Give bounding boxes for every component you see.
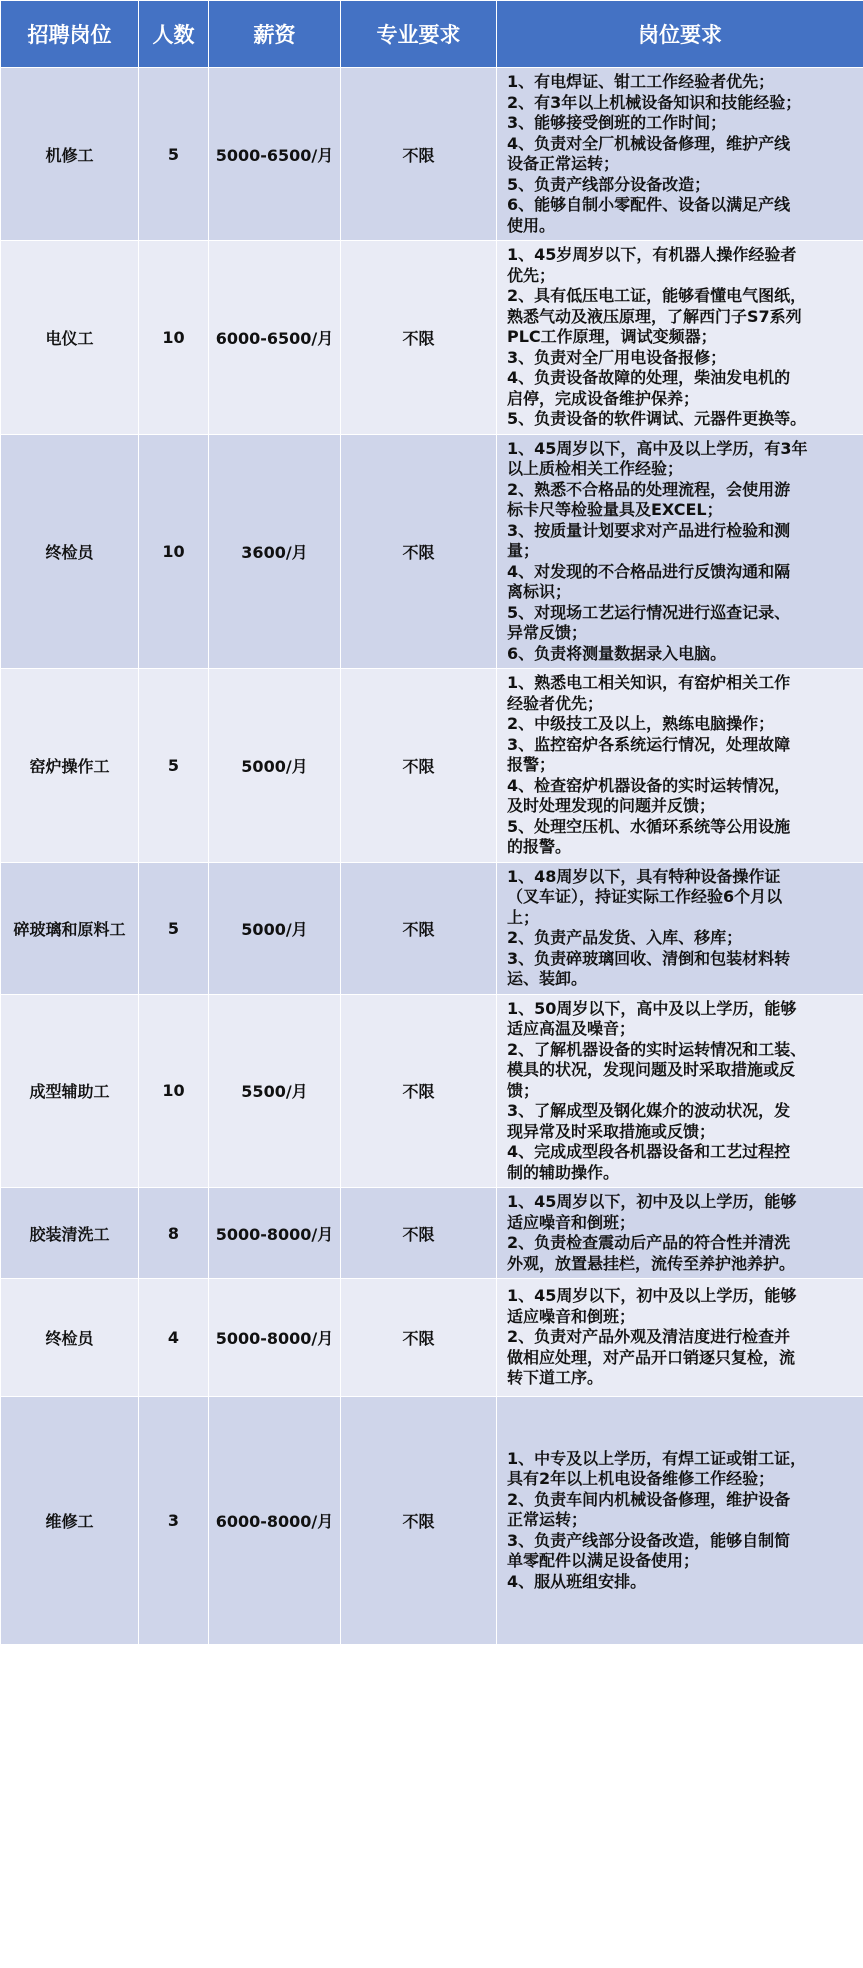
headcount-cell: 5 [139, 669, 209, 863]
major-cell: 不限 [341, 1397, 497, 1645]
salary-cell: 5000/月 [209, 669, 341, 863]
requirement-line: 3、负责碎玻璃回收、清倒和包装材料转 [507, 948, 791, 968]
header-position: 招聘岗位 [1, 1, 139, 68]
requirement-line: 5、负责产线部分设备改造； [507, 174, 711, 194]
salary-cell: 5500/月 [209, 994, 341, 1188]
job-title-cell: 胶装清洗工 [1, 1188, 139, 1279]
requirement-line: 现异常及时采取措施或反馈； [507, 1121, 716, 1141]
requirement-line: 1、45岁周岁以下，有机器人操作经验者 [507, 245, 797, 264]
table-row [1, 68, 863, 241]
requirements-cell [497, 434, 863, 669]
requirement-line: 2、负责对产品外观及清洁度进行检查并 [507, 1327, 791, 1347]
requirement-line: 2、中级技工及以上，熟练电脑操作； [507, 714, 775, 733]
requirement-line: 2、具有低压电工证，能够看懂电气图纸， [507, 286, 807, 305]
major-cell: 不限 [341, 862, 497, 994]
requirement-line: 启停，完成设备维护保养； [507, 388, 700, 408]
headcount-cell: 5 [139, 68, 209, 241]
requirement-line: 馈； [507, 1080, 540, 1100]
requirement-line: 5、负责设备的软件调试、元器件更换等。 [507, 409, 807, 428]
requirement-line: 标卡尺等检验量具及EXCEL； [507, 500, 723, 519]
table-row [1, 241, 863, 435]
requirement-line: 制的辅助操作。 [507, 1162, 620, 1182]
table-row [1, 862, 863, 994]
requirement-line: 4、负责设备故障的处理，柴油发电机的 [507, 368, 791, 387]
requirement-line: 4、检查窑炉机器设备的实时运转情况， [507, 775, 791, 795]
requirement-line: 以上质检相关工作经验； [507, 459, 684, 478]
requirement-line: 1、50周岁以下，高中及以上学历，能够 [507, 998, 797, 1018]
requirement-line: 运、装卸。 [507, 969, 588, 988]
headcount-cell: 10 [139, 241, 209, 435]
requirements-cell [497, 862, 863, 994]
table-row [1, 1188, 863, 1279]
requirement-line: 做相应处理，对产品开口销逐只复检，流 [507, 1347, 796, 1367]
requirement-line: 经验者优先； [507, 693, 604, 713]
header-count: 人数 [139, 1, 209, 68]
major-cell: 不限 [341, 241, 497, 435]
requirement-line: 2、负责产品发货、入库、移库； [507, 928, 743, 947]
table-row [1, 1397, 863, 1645]
headcount-cell: 10 [139, 994, 209, 1188]
table-row [1, 669, 863, 863]
requirement-line: 报警； [507, 755, 556, 774]
requirement-line: 1、48周岁以下，具有特种设备操作证 [507, 866, 781, 886]
job-title-cell: 终检员 [1, 434, 139, 669]
requirement-line: 异常反馈； [507, 623, 588, 642]
requirement-line: 2、负责车间内机械设备修理，维护设备 [507, 1489, 791, 1509]
salary-cell: 5000/月 [209, 862, 341, 994]
requirements-cell [497, 994, 863, 1188]
requirement-line: 6、能够自制小零配件、设备以满足产线 [507, 195, 791, 214]
requirement-line: 离标识； [507, 582, 572, 601]
salary-cell: 5000-8000/月 [209, 1188, 341, 1279]
requirement-line: 及时处理发现的问题并反馈； [507, 796, 716, 815]
major-cell: 不限 [341, 68, 497, 241]
requirement-line: 1、有电焊证、钳工工作经验者优先； [507, 72, 775, 91]
job-title-cell: 机修工 [1, 68, 139, 241]
major-cell: 不限 [341, 434, 497, 669]
requirement-line: 正常运转； [507, 1510, 588, 1530]
requirements-cell [497, 1279, 863, 1397]
table-body [1, 68, 863, 1645]
requirement-line: 量； [507, 541, 540, 560]
requirement-line: 2、有3年以上机械设备知识和技能经验； [507, 92, 802, 112]
requirement-line: 优先； [507, 265, 556, 285]
requirement-line: 适应噪音和倒班； [507, 1306, 636, 1326]
major-cell: 不限 [341, 1279, 497, 1397]
requirement-line: 3、负责产线部分设备改造，能够自制简 [507, 1530, 791, 1550]
requirement-line: PLC工作原理，调试变频器； [507, 327, 717, 346]
salary-cell: 5000-6500/月 [209, 68, 341, 241]
requirement-line: 适应噪音和倒班； [507, 1212, 636, 1232]
salary-cell: 6000-8000/月 [209, 1397, 341, 1645]
requirement-line: 3、监控窑炉各系统运行情况，处理故障 [507, 734, 791, 754]
headcount-cell: 3 [139, 1397, 209, 1645]
job-title-cell: 碎玻璃和原料工 [1, 862, 139, 994]
requirement-line: 4、负责对全厂机械设备修理，维护产线 [507, 133, 791, 153]
requirement-line: 上； [507, 907, 540, 927]
requirement-line: 3、了解成型及钢化媒介的波动状况，发 [507, 1101, 791, 1120]
requirement-line: 1、熟悉电工相关知识，有窑炉相关工作 [507, 673, 791, 692]
headcount-cell: 5 [139, 862, 209, 994]
requirement-line: 转下道工序。 [507, 1368, 604, 1388]
requirement-line: 1、45周岁以下，初中及以上学历，能够 [507, 1192, 797, 1211]
job-title-cell: 终检员 [1, 1279, 139, 1397]
salary-cell: 5000-8000/月 [209, 1279, 341, 1397]
job-title-cell: 窑炉操作工 [1, 669, 139, 863]
requirement-line: 设备正常运转； [507, 154, 620, 173]
requirement-line: 6、负责将测量数据录入电脑。 [507, 643, 727, 663]
requirements-cell [497, 1188, 863, 1279]
table-row [1, 994, 863, 1188]
table-row [1, 434, 863, 669]
salary-cell: 6000-6500/月 [209, 241, 341, 435]
requirement-line: 5、对现场工艺运行情况进行巡查记录、 [507, 602, 791, 622]
requirement-line: 使用。 [507, 215, 556, 235]
requirement-line: 3、按质量计划要求对产品进行检验和测 [507, 520, 791, 540]
requirements-cell [497, 241, 863, 435]
header-major: 专业要求 [341, 1, 497, 68]
salary-cell: 3600/月 [209, 434, 341, 669]
header-requirements: 岗位要求 [497, 1, 863, 68]
headcount-cell: 10 [139, 434, 209, 669]
requirements-cell [497, 68, 863, 241]
table-row [1, 1279, 863, 1397]
requirement-line: 5、处理空压机、水循环系统等公用设施 [507, 816, 791, 836]
requirement-line: 2、了解机器设备的实时运转情况和工装、 [507, 1039, 807, 1059]
requirement-line: 适应高温及噪音； [507, 1019, 636, 1038]
job-title-cell: 成型辅助工 [1, 994, 139, 1188]
requirement-line: 模具的状况，发现问题及时采取措施或反 [507, 1060, 796, 1079]
requirement-line: 外观，放置悬挂栏，流传至养护池养护。 [507, 1253, 796, 1273]
requirement-line: 单零配件以满足设备使用； [507, 1551, 700, 1571]
header-salary: 薪资 [209, 1, 341, 68]
requirement-line: 具有2年以上机电设备维修工作经验； [507, 1469, 775, 1489]
requirement-line: 4、对发现的不合格品进行反馈沟通和隔 [507, 561, 791, 581]
requirement-line: 2、熟悉不合格品的处理流程，会使用游 [507, 479, 791, 499]
requirement-line: 1、中专及以上学历，有焊工证或钳工证， [507, 1448, 807, 1468]
requirement-line: 1、45周岁以下，高中及以上学历，有3年 [507, 438, 808, 458]
job-title-cell: 维修工 [1, 1397, 139, 1645]
requirement-line: 的报警。 [507, 837, 572, 856]
requirement-line: （叉车证），持证实际工作经验6个月以 [507, 887, 783, 906]
requirement-line: 4、完成成型段各机器设备和工艺过程控 [507, 1142, 791, 1161]
requirements-cell [497, 669, 863, 863]
requirement-line: 3、负责对全厂用电设备报修； [507, 347, 727, 367]
requirement-line: 2、负责检查震动后产品的符合性并清洗 [507, 1233, 791, 1252]
headcount-cell: 4 [139, 1279, 209, 1397]
requirement-line: 1、45周岁以下，初中及以上学历，能够 [507, 1286, 797, 1306]
requirement-line: 4、服从班组安排。 [507, 1571, 647, 1591]
requirement-line: 3、能够接受倒班的工作时间； [507, 113, 727, 132]
requirements-cell [497, 1397, 863, 1645]
header-row [1, 1, 863, 68]
major-cell: 不限 [341, 994, 497, 1188]
job-title-cell: 电仪工 [1, 241, 139, 435]
requirement-line: 熟悉气动及液压原理，了解西门子S7系列 [507, 306, 802, 326]
headcount-cell: 8 [139, 1188, 209, 1279]
major-cell: 不限 [341, 669, 497, 863]
major-cell: 不限 [341, 1188, 497, 1279]
